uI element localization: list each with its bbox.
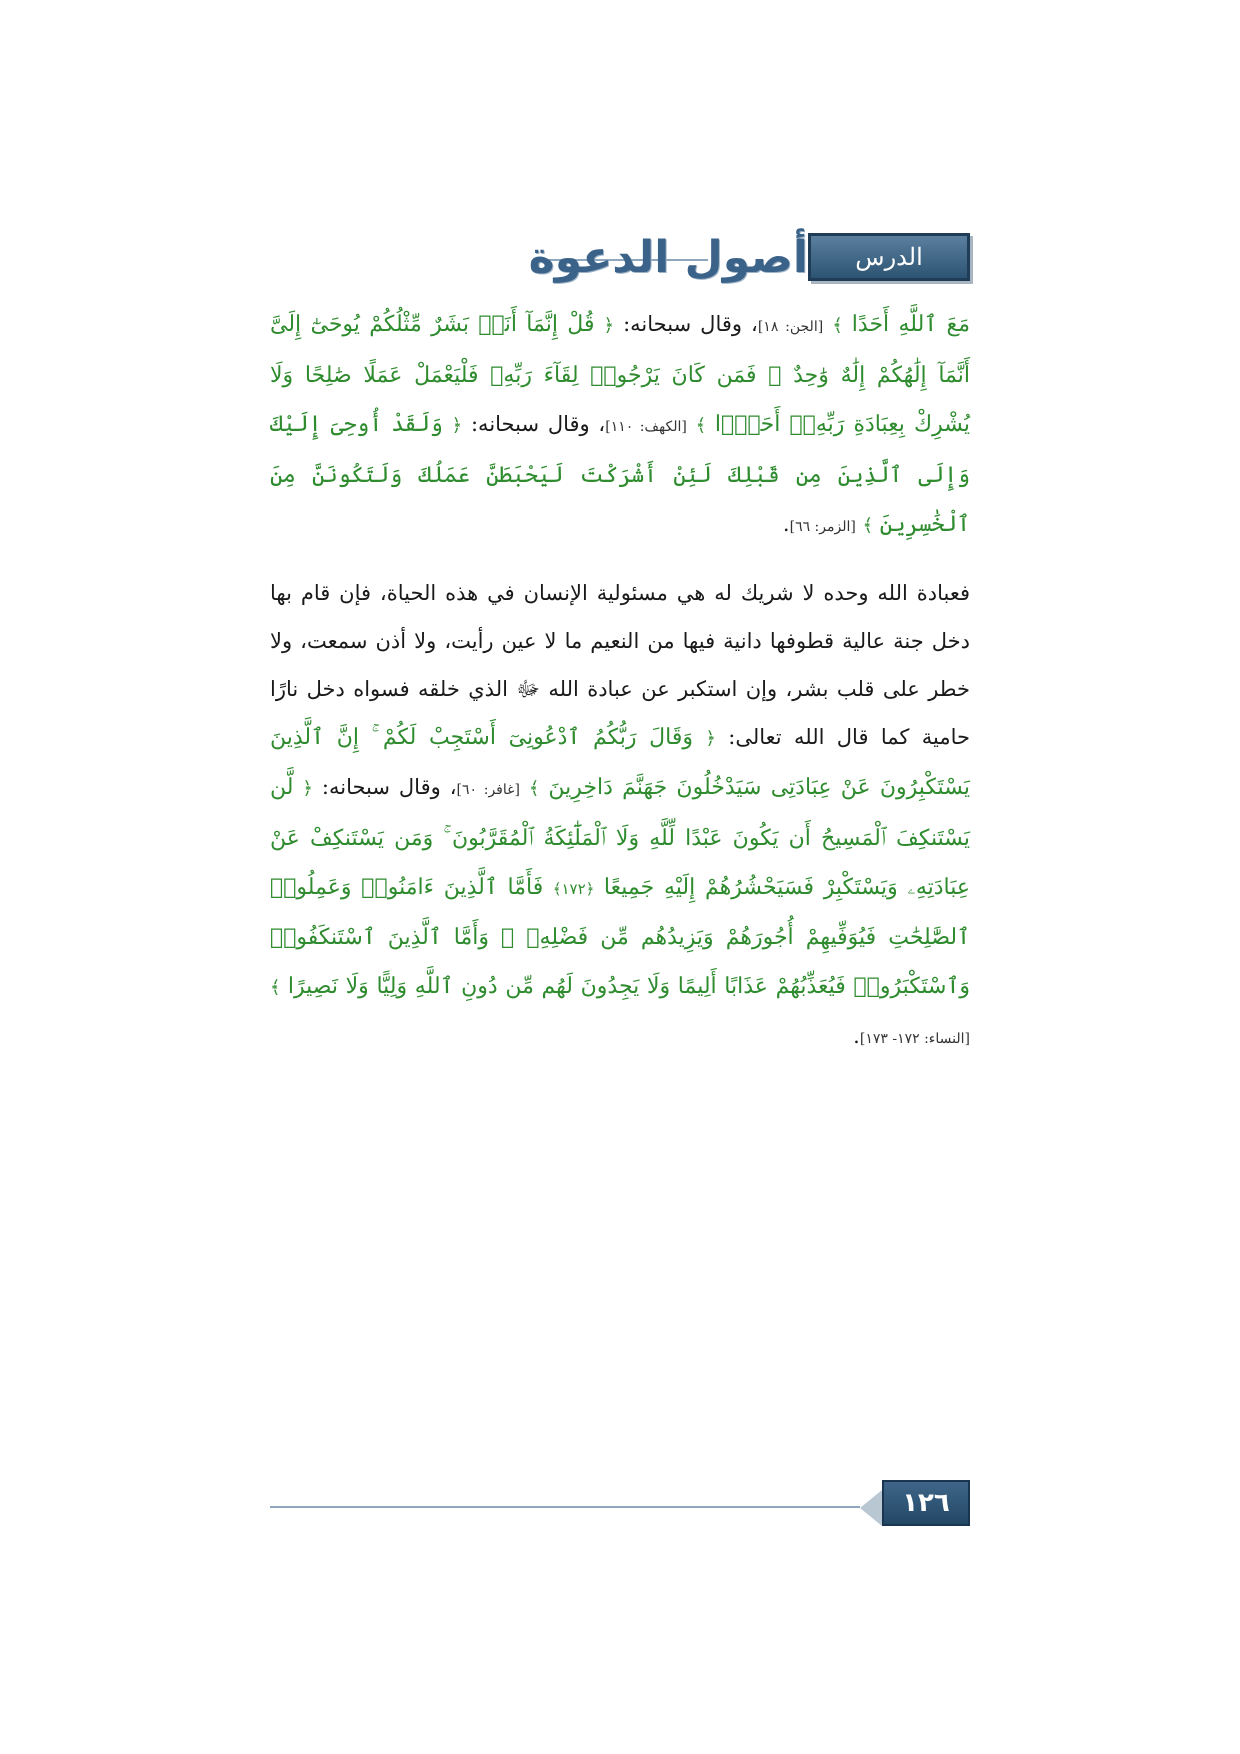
paragraph-2 xyxy=(270,569,970,1063)
verse-open-bracket: ﴿ xyxy=(451,415,463,436)
page-footer xyxy=(270,1480,970,1526)
paragraph-1 xyxy=(270,300,970,551)
page-number: ١٢٦ xyxy=(882,1480,970,1526)
period: . xyxy=(782,512,790,536)
verse-jinn-18: مَعَ ٱللَّهِ أَحَدًا xyxy=(851,312,970,337)
verse-close-bracket: ﴾ xyxy=(270,977,281,998)
verse-close-bracket: ﴾ xyxy=(528,778,540,799)
page-header xyxy=(270,228,970,313)
verse-open-bracket: ﴿ xyxy=(302,778,313,799)
connector-text: ، وقال سبحانه: xyxy=(470,412,606,436)
page-body xyxy=(270,300,970,1063)
verse-close-bracket: ﴾ xyxy=(832,315,843,336)
ref-ghafir-60: [غافر: ٦٠] xyxy=(456,782,520,798)
ref-zumar-66: [الزمر: ٦٦] xyxy=(789,519,856,535)
footer-arrow-shape xyxy=(860,1490,882,1526)
footer-divider xyxy=(270,1506,860,1508)
verse-zumar-66: وَلَقَدْ أُوحِىَ إِلَيْكَ وَإِلَى ٱلَّذِينَ مِن قَبْلِكَ لَئِنْ أَشْرَكْتَ لَيَحْبَطَنَّ عَمَلُكَ وَلَتَكُونَنَّ مِنَ ٱلْخَٰسِرِينَ xyxy=(270,412,970,537)
period: . xyxy=(853,1024,860,1048)
verse-close-bracket: ﴾ xyxy=(862,515,874,536)
book-title: أصول الدعوة xyxy=(528,232,808,283)
connector-text: ، وقال سبحانه: xyxy=(321,775,457,799)
ayah-number: ﴿١٧٢﴾ xyxy=(552,880,595,898)
body-text: فعبادة الله وحده لا شريك له هي مسئولية الإنسان في هذه الحياة، فإن قام بها دخل جنة عالية قطوفها دانية فيها من النعيم ما لا عين رأيت، ولا أذن سمعت، ولا خطر على قلب بشر، وإن استكبر عن عبادة الله ﷻ الذي خلقه فسواه دخل نارًا حامية كما قال الله تعالى: xyxy=(270,581,970,749)
verse-close-bracket: ﴾ xyxy=(695,415,707,436)
verse-nisa-172: لَّن يَسْتَنكِفَ ٱلْمَسِيحُ أَن يَكُونَ عَبْدًا لِّلَّهِ وَلَا ٱلْمَلَٰٓئِكَةُ ٱلْمُقَرَّبُونَ ۚ وَمَن يَسْتَنكِفْ عَنْ عِبَادَتِهِۦ وَيَسْتَكْبِرْ فَسَيَحْشُرُهُمْ إِلَيْهِ جَمِيعًا xyxy=(270,775,971,900)
lesson-label: الدرس السادس xyxy=(808,233,970,281)
verse-ghafir-60: وَقَالَ رَبُّكُمُ ٱدْعُونِىٓ أَسْتَجِبْ لَكُمْ ۚ إِنَّ ٱلَّذِينَ يَسْتَكْبِرُونَ عَنْ عِبَادَتِى سَيَدْخُلُونَ جَهَنَّمَ دَاخِرِينَ xyxy=(270,725,970,800)
verse-open-bracket: ﴿ xyxy=(705,728,716,749)
ref-kahf-110: [الكهف: ١١٠] xyxy=(605,419,687,435)
verse-open-bracket: ﴿ xyxy=(603,315,615,336)
ref-jinn-18: [الجن: ١٨] xyxy=(757,319,824,335)
verse-nisa-173: فَأَمَّا ٱلَّذِينَ ءَامَنُوا۟ وَعَمِلُوا۟ ٱلصَّٰلِحَٰتِ فَيُوَفِّيهِمْ أُجُورَهُمْ وَيَزِيدُهُم مِّن فَضْلِهِۦ ۖ وَأَمَّا ٱلَّذِينَ ٱسْتَنكَفُوا۟ وَٱسْتَكْبَرُوا۟ فَيُعَذِّبُهُمْ عَذَابًا أَلِيمًا وَلَا يَجِدُونَ لَهُم مِّن دُونِ ٱللَّهِ وَلِيًّا وَلَا نَصِيرًا xyxy=(270,875,970,999)
connector-text: ، وقال سبحانه: xyxy=(623,312,758,336)
ref-nisa-172-173: [النساء: ١٧٢- ١٧٣] xyxy=(859,1031,970,1047)
verse-kahf-110: قُلْ إِنَّمَآ أَنَا۠ بَشَرٌ مِّثْلُكُمْ يُوحَىٰٓ إِلَىَّ أَنَّمَآ إِلَٰهُكُمْ إِلَٰهٌ وَٰحِدٌ ۖ فَمَن كَانَ يَرْجُوا۟ لِقَآءَ رَبِّهِۦ فَلْيَعْمَلْ عَمَلًا صَٰلِحًا وَلَا يُشْرِكْ بِعِبَادَةِ رَبِّهِۦٓ أَحَدًۢا xyxy=(270,312,970,437)
